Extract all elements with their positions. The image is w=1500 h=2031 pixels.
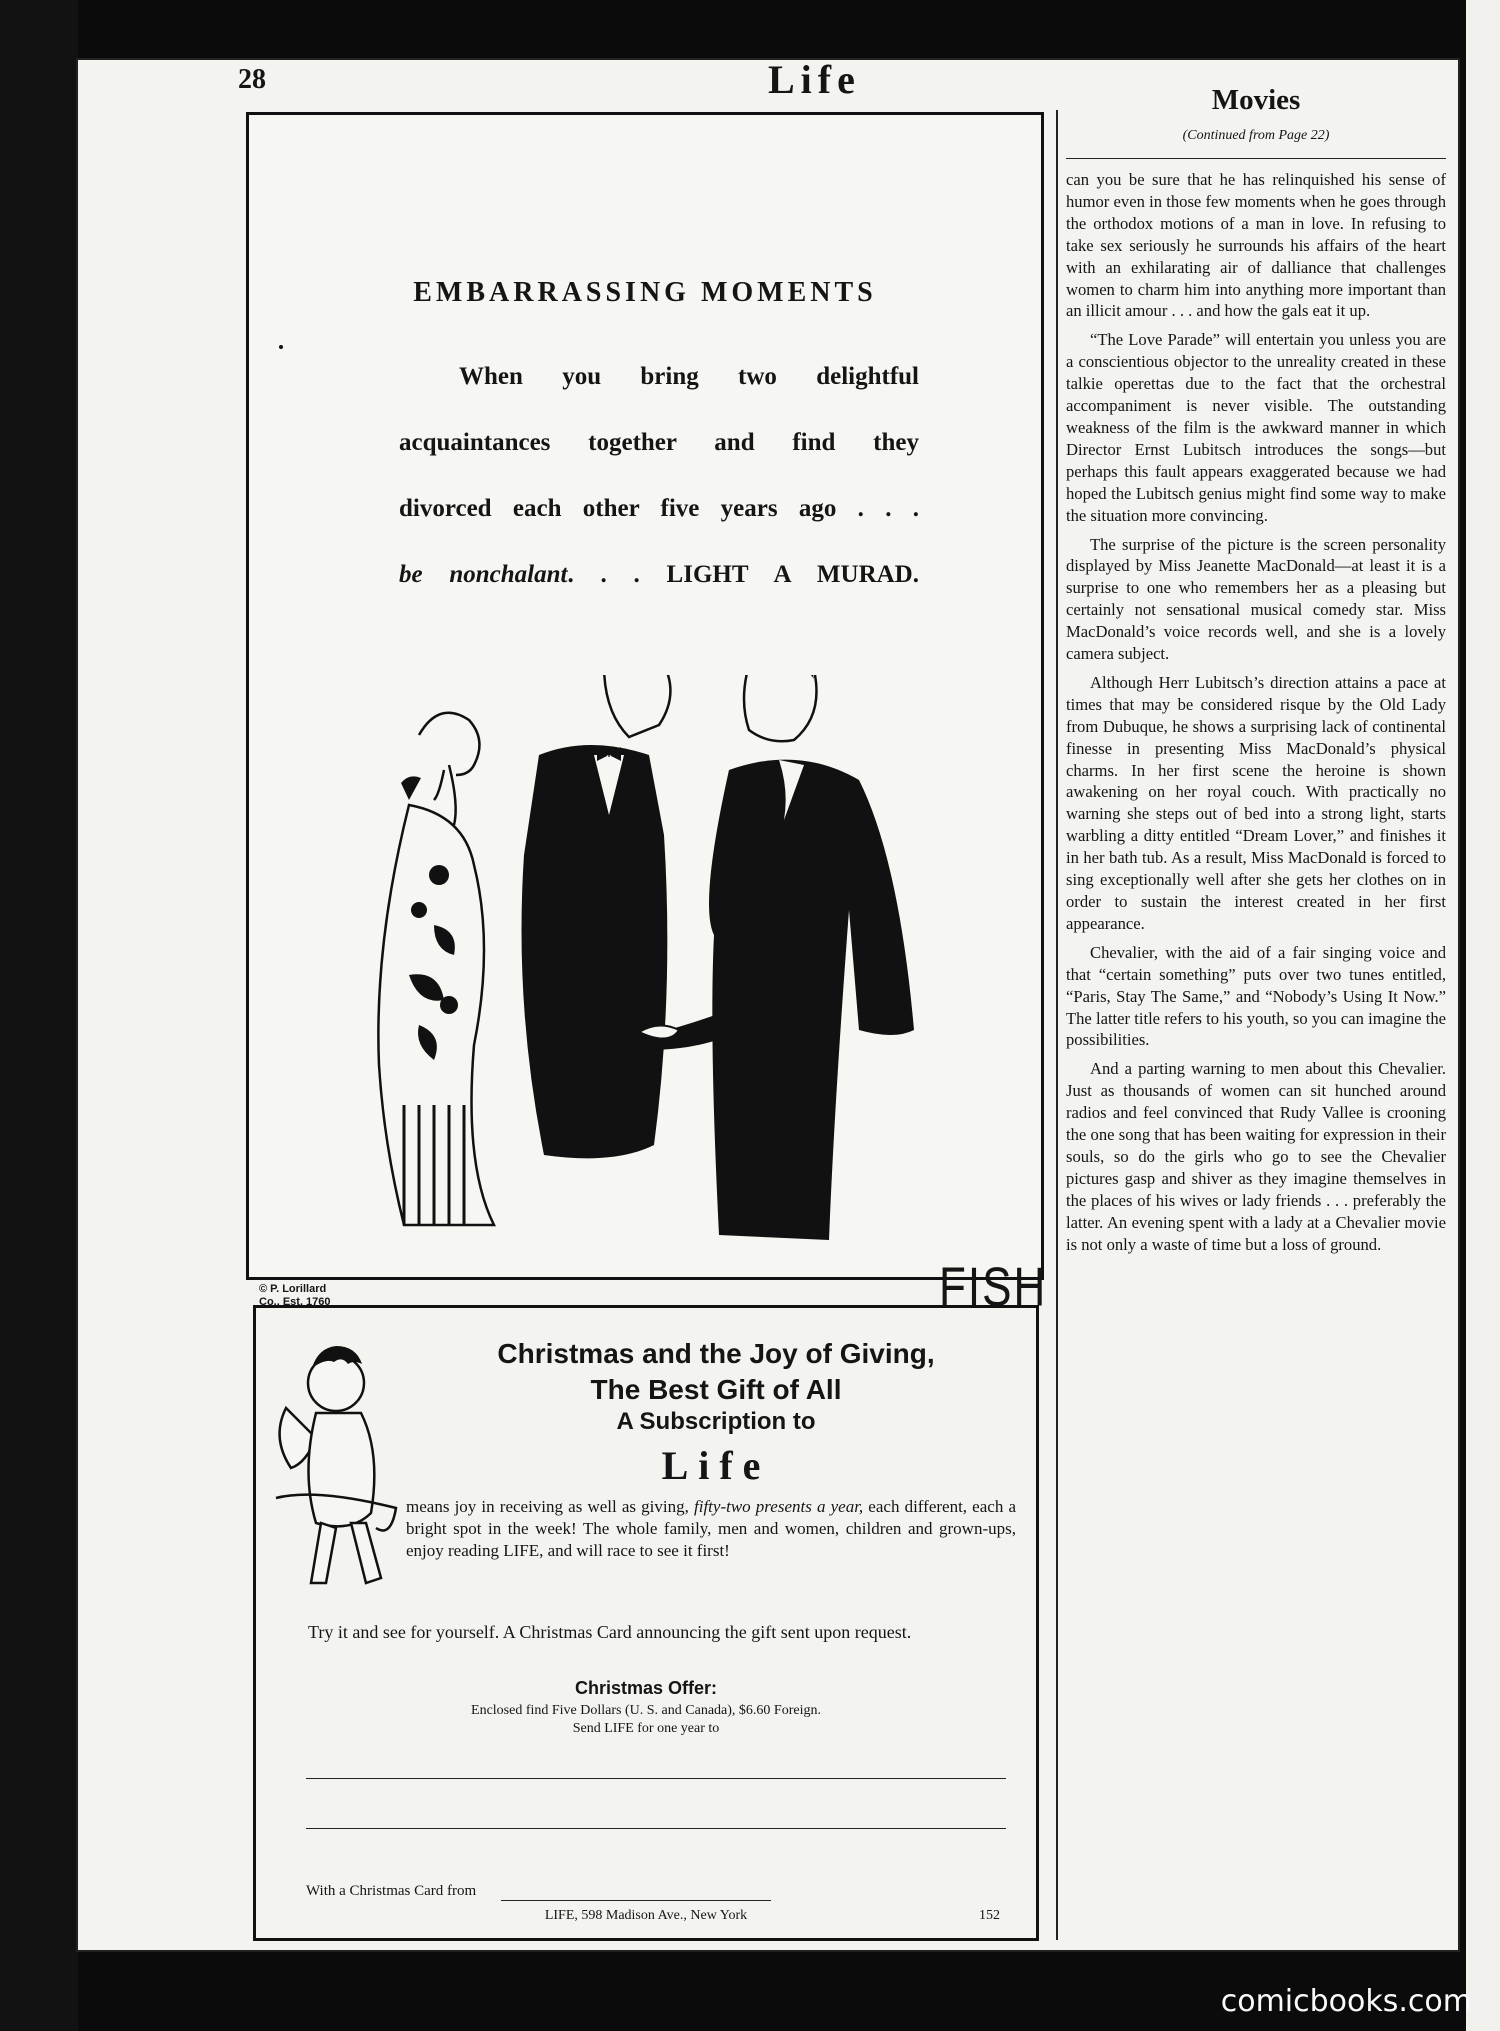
christmas-ad-title-line: Christmas and the Joy of Giving, bbox=[497, 1338, 935, 1369]
cherub-icon bbox=[266, 1338, 406, 1618]
three-figures-cartoon-icon bbox=[349, 675, 949, 1275]
article-paragraph: And a parting warning to men about this Chevalier. Just as thousands of women can sit hunched around radios and feel convinced that Rudy Vallee is crooning the one song that has been waiting for expression in their souls, so do the girls who go to see the Chevalier pictures gasp and shiver as they imagine themselves in the places of his wives or lady friends . . . preferably the latter. An evening spent with a lady at a Chevalier movie is not only a waste of time but a loss of ground. bbox=[1066, 1059, 1446, 1254]
offer-title: Christmas Offer: bbox=[574, 1678, 718, 1698]
christmas-subscription-ad bbox=[253, 1305, 1039, 1941]
print-speck bbox=[279, 345, 283, 349]
ad-code: 152 bbox=[979, 1908, 1000, 1923]
ad-tagline-italic: be nonchalant bbox=[399, 561, 568, 588]
body-text-part: each different, each a bright spot in the week! The whole family, men and women, children and grown-ups, enjoy reading LIFE, and will race to see it first! bbox=[406, 1497, 1016, 1560]
offer-line: Enclosed find Five Dollars (U. S. and Canada), $6.60 Foreign. bbox=[471, 1703, 821, 1718]
column-divider bbox=[1056, 110, 1058, 1940]
address-blank-line bbox=[306, 1778, 1006, 1779]
article-paragraph: Although Herr Lubitsch’s direction attains a pace at times that may be considered risque by the Old Lady from Dubuque, he shows a surprising lack of continental finesse in presenting Miss MacDonald’s physical charms. In her first scene the heroine is shown awakening on her royal couch. With practically no warning she steps out of bed into a strong light, starts warbling a ditty entitled “Dream Lover,” and finishes it in her bath tub. As a result, Miss MacDonald is forced to sing exceptionally well after she gets her clothes on in order to sustain the interest created in her first appearance. bbox=[1066, 672, 1446, 933]
christmas-ad-try-text: Try it and see for yourself. A Christmas Card announcing the gift sent upon request. bbox=[308, 1622, 912, 1642]
christmas-card-blank-line bbox=[501, 1900, 771, 1901]
scan-border-left bbox=[0, 0, 78, 2031]
ad-copy-line: divorced each other five years ago . . . bbox=[399, 495, 919, 522]
article-paragraph: can you be sure that he has relinquished his sense of humor even in those few moments when he goes through the orthodox motions of a man in love. In refusing to take sex seriously he surrounds his affairs of the heart with an exhilarating air of dalliance that challenges women to charm him into anything more important than an illicit amour . . . and how the gals eat it up. bbox=[1066, 170, 1446, 321]
christmas-card-label: With a Christmas Card from bbox=[306, 1883, 477, 1899]
murad-advertisement bbox=[246, 112, 1048, 1318]
article-paragraph: The surprise of the picture is the screen personality displayed by Miss Jeanette MacDonald—at least it is a surprise to one who remembers her as a pleasing but certainly not sensational musical comedy star. Miss MacDonald’s voice records well, and she is a lovely camera subject. bbox=[1066, 534, 1446, 664]
copyright-line: Co., Est. 1760 bbox=[259, 1296, 331, 1308]
article-paragraph: Chevalier, with the aid of a fair singing voice and that “certain something” puts over two tunes entitled, “Paris, Stay The Same,” and “Nobody’s Using It Now.” The latter title refers to his youth, so you can imagine the possibilities. bbox=[1066, 942, 1446, 1050]
ad-copy-line: acquaintances together and find they bbox=[399, 429, 919, 456]
article-paragraph: “The Love Parade” will entertain you unless you are a conscientious objector to the unreality created in these talkie operettas due to the fact that the orchestral accompaniment is never visible. The outstanding weakness of the film is the awkward manner in which Director Ernst Lubitsch introduces the songs—but perhaps this fault appears exaggerated because we had hoped the Lubitsch genius might find some way to make the situation more convincing. bbox=[1066, 330, 1446, 525]
ad-copy-line: When you bring two delightful bbox=[459, 363, 919, 390]
ad-headline: EMBARRASSING MOMENTS bbox=[413, 277, 877, 308]
christmas-ad-title-line: The Best Gift of All bbox=[590, 1374, 842, 1405]
offer-text bbox=[256, 1702, 1036, 1738]
offer-line: Send LIFE for one year to bbox=[572, 1721, 720, 1736]
movies-column bbox=[1066, 80, 1446, 1263]
christmas-ad-subtitle: A Subscription to bbox=[616, 1408, 816, 1435]
scan-border-right bbox=[1466, 0, 1500, 2031]
life-logo: Life bbox=[661, 1443, 771, 1488]
magazine-page bbox=[78, 57, 1458, 1950]
page-number: 28 bbox=[238, 64, 266, 95]
ad-tagline-rest: . . . LIGHT A MURAD. bbox=[567, 561, 919, 588]
artist-signature: FISH bbox=[939, 1256, 1048, 1318]
body-text-italic: fifty-two presents a year, bbox=[694, 1497, 864, 1516]
continued-note: (Continued from Page 22) bbox=[1182, 128, 1330, 143]
watermark: comicbooks.com bbox=[1220, 1984, 1472, 2019]
column-title-rule bbox=[1066, 158, 1446, 159]
address-blank-line bbox=[306, 1828, 1006, 1829]
column-title: Movies bbox=[1211, 84, 1301, 116]
body-text-part: means joy in receiving as well as giving, bbox=[406, 1497, 694, 1516]
christmas-ad-body bbox=[406, 1496, 1016, 1562]
ad-tagline bbox=[399, 561, 919, 589]
christmas-ad-title bbox=[406, 1336, 1026, 1408]
publisher-address: LIFE, 598 Madison Ave., New York bbox=[544, 1908, 748, 1923]
copyright-line: © P. Lorillard bbox=[259, 1283, 327, 1295]
masthead: Life bbox=[768, 57, 861, 102]
